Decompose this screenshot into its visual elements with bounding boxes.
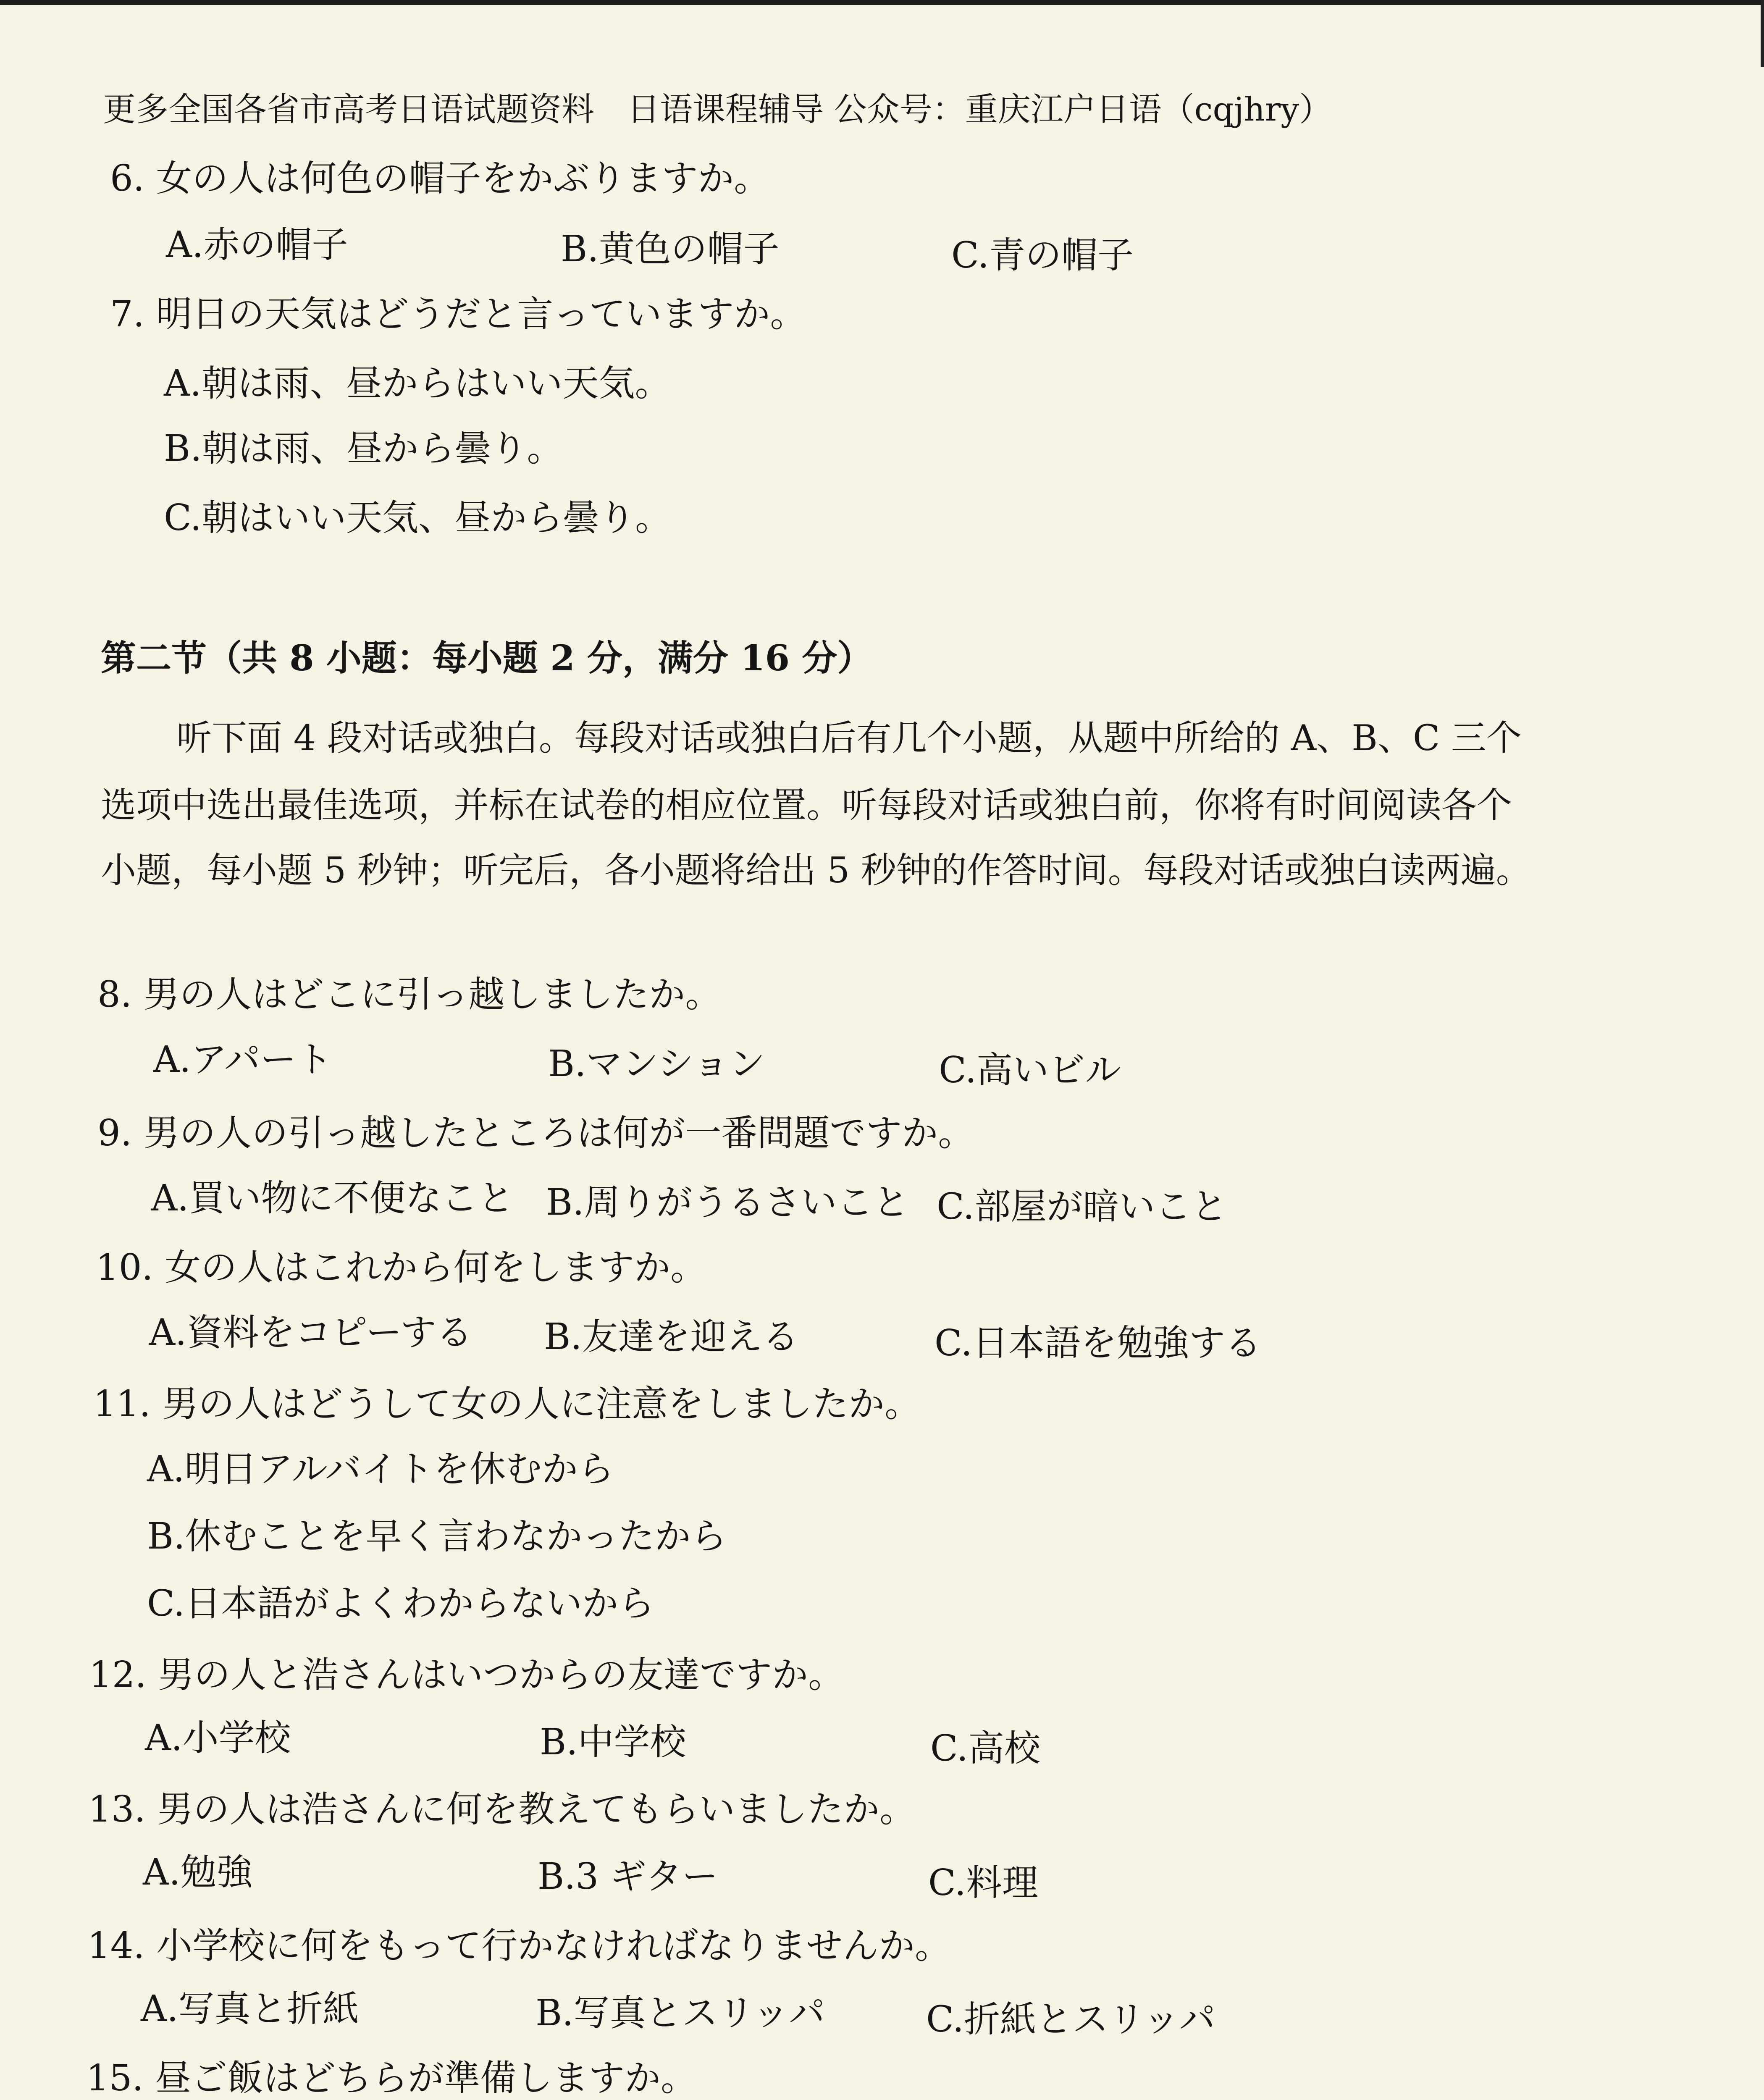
q10-option-c: C.日本語を勉強する — [934, 1322, 1262, 1364]
question-15: 15. 昼ご飯はどちらが準備しますか。 — [86, 2057, 697, 2099]
q11-option-b: B.休むことを早く言わなかったから — [147, 1515, 727, 1557]
q9-option-b: B.周りがうるさいこと — [546, 1181, 909, 1223]
section-2-title: 第二节（共 8 小题：每小题 2 分，满分 16 分） — [101, 637, 873, 679]
q7-option-a: A.朝は雨、昼からはいい天気。 — [164, 362, 671, 404]
question-7: 7. 明日の天気はどうだと言っていますか。 — [110, 293, 806, 335]
question-9: 9. 男の人の引っ越したところは何が一番問題ですか。 — [97, 1112, 974, 1154]
q10-option-b: B.友達を迎える — [544, 1316, 799, 1358]
question-10: 10. 女の人はこれから何をしますか。 — [96, 1247, 707, 1289]
q9-option-c: C.部屋が暗いこと — [937, 1186, 1228, 1228]
section-2-intro-line-3: 小题，每小题 5 秒钟；听完后，各小题将给出 5 秒钟的作答时间。每段对话或独白读两遍。 — [101, 850, 1531, 891]
page-header: 更多全国各省市高考日语试题资料 日语课程辅导 公众号：重庆江户日语（cqjhry） — [103, 91, 1332, 129]
q6-option-a: A.赤の帽子 — [166, 224, 348, 266]
question-12: 12. 男の人と浩さんはいつからの友達ですか。 — [89, 1654, 845, 1696]
q8-option-b: B.マンション — [548, 1043, 765, 1085]
q10-option-a: A.資料をコピーする — [149, 1312, 472, 1354]
question-13: 13. 男の人は浩さんに何を教えてもらいましたか。 — [88, 1788, 916, 1830]
q12-option-a: A.小学校 — [145, 1717, 291, 1759]
question-6: 6. 女の人は何色の帽子をかぶりますか。 — [110, 158, 770, 200]
q6-option-b: B.黄色の帽子 — [561, 228, 780, 270]
q14-option-a: A.写真と折紙 — [141, 1988, 359, 2030]
q11-option-a: A.明日アルバイトを休むから — [147, 1448, 614, 1490]
question-11: 11. 男の人はどうして女の人に注意をしましたか。 — [93, 1383, 921, 1425]
scan-edge-top — [0, 0, 1764, 5]
q12-option-c: C.高校 — [930, 1727, 1041, 1769]
q9-option-a: A.買い物に不便なこと — [151, 1177, 514, 1219]
q14-option-b: B.写真とスリッパ — [536, 1992, 825, 2034]
q13-option-b: B.3 ギター — [538, 1856, 718, 1898]
section-2-intro-line-1: 听下面 4 段对话或独白。每段对话或独白后有几个小题，从题中所给的 A、B、C 三个 — [176, 717, 1522, 759]
question-8: 8. 男の人はどこに引っ越しましたか。 — [97, 974, 722, 1016]
q12-option-b: B.中学校 — [540, 1721, 686, 1763]
q7-option-c: C.朝はいい天気、昼から曇り。 — [164, 497, 672, 539]
q14-option-c: C.折紙とスリッパ — [926, 1998, 1215, 2040]
q8-option-c: C.高いビル — [939, 1049, 1121, 1091]
question-14: 14. 小学校に何をもって行かなければなりませんか。 — [87, 1925, 951, 1967]
q7-option-b: B.朝は雨、昼から曇り。 — [164, 428, 563, 470]
q13-option-c: C.料理 — [928, 1862, 1039, 1904]
q11-option-c: C.日本語がよくわからないから — [147, 1583, 655, 1625]
q13-option-a: A.勉強 — [143, 1851, 253, 1893]
q8-option-a: A.アパート — [153, 1039, 333, 1081]
q6-option-c: C.青の帽子 — [951, 234, 1134, 276]
scan-edge-right — [1761, 0, 1764, 67]
section-2-intro-line-2: 选项中选出最佳选项，并标在试卷的相应位置。听每段对话或独白前，你将有时间阅读各个 — [101, 785, 1512, 826]
